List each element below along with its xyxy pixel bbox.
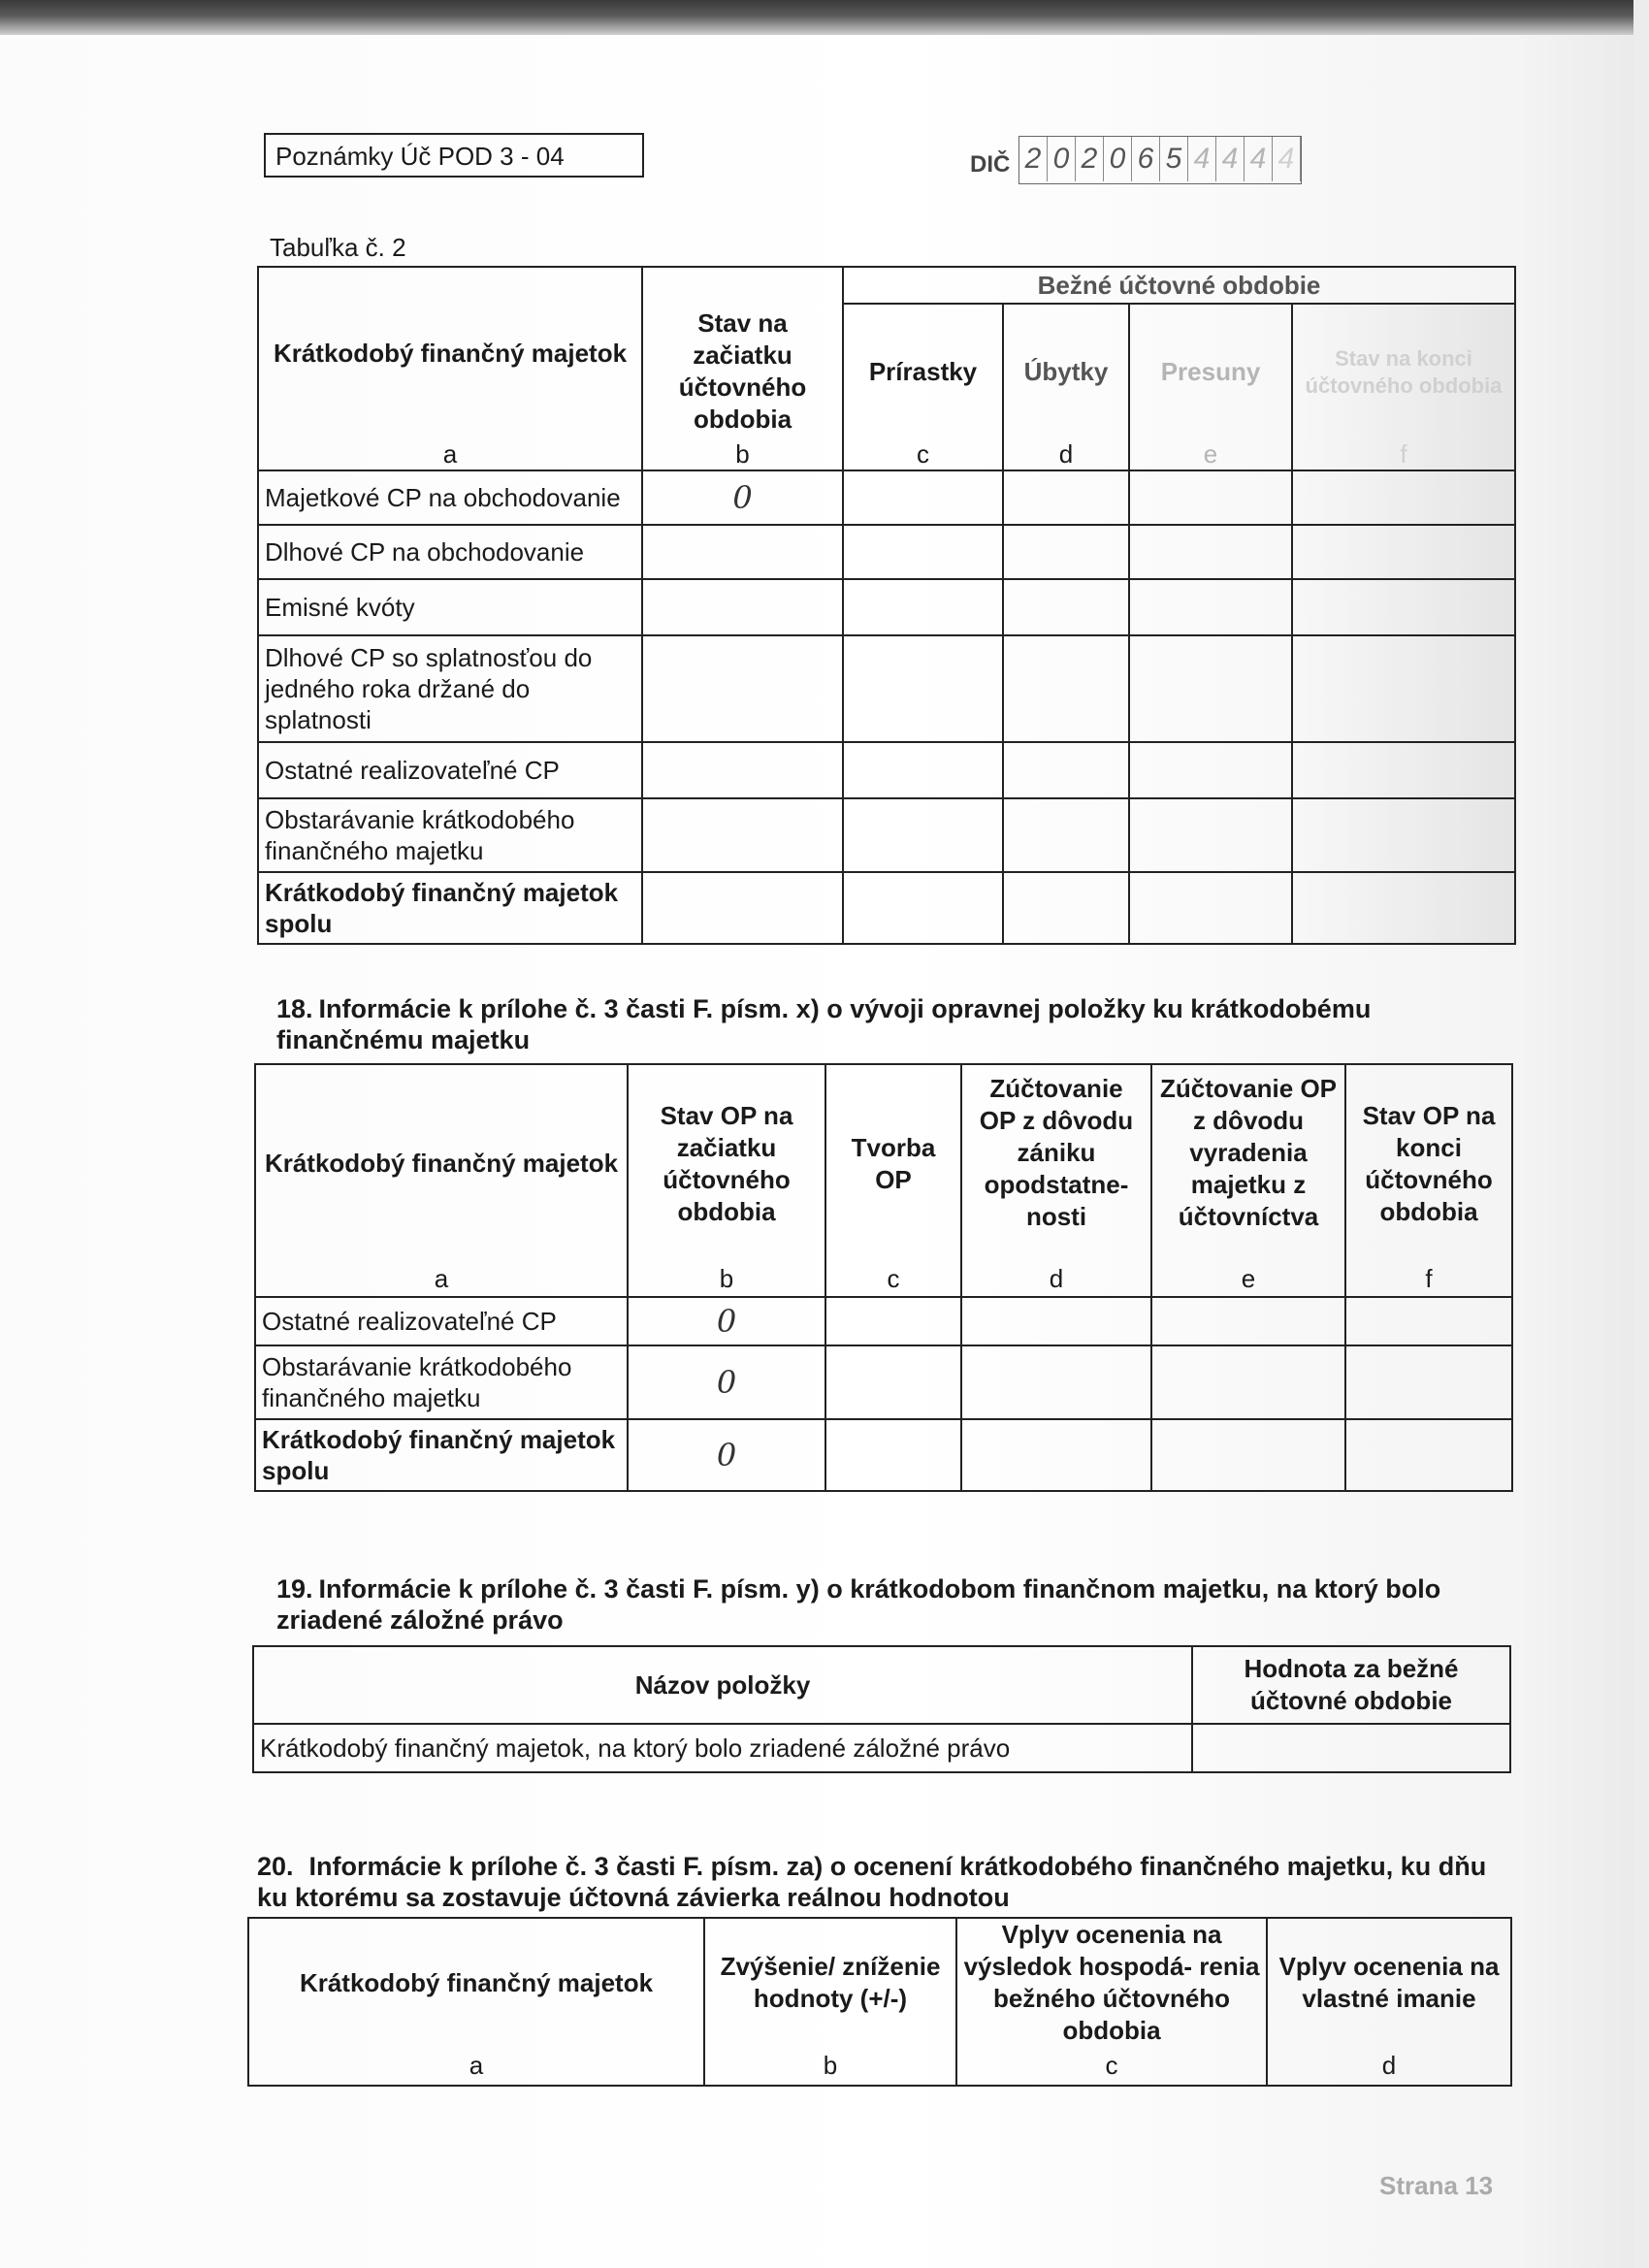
- table-row: [255, 1297, 1512, 1345]
- letter-c: c: [825, 1262, 961, 1297]
- letter-b: b: [704, 2047, 956, 2086]
- dic-label: DIČ: [970, 151, 1011, 178]
- table-row: [255, 1345, 1512, 1419]
- cell-value: 0: [628, 1419, 825, 1491]
- row-label: Ostatné realizovateľné CP: [255, 1297, 628, 1345]
- row-label: Krátkodobý finančný majetok, na ktorý bolo zriadené záložné právo: [253, 1724, 1192, 1772]
- cell-value: 0: [628, 1297, 825, 1345]
- dic-digit: 4: [1273, 137, 1301, 181]
- dic-digit: 2: [1019, 137, 1048, 181]
- dic-digit: 4: [1188, 137, 1216, 181]
- table-row: [253, 1724, 1510, 1772]
- cell-value: 0: [642, 470, 843, 525]
- dic-digit: 0: [1048, 137, 1076, 181]
- table-row: [258, 579, 1515, 635]
- table-row: [258, 872, 1515, 944]
- table2-col-b-header: Stav na začiatku účtovného obdobia: [642, 304, 843, 439]
- letter-a: a: [258, 439, 642, 470]
- table18-col-a-header: Krátkodobý finančný majetok: [255, 1064, 628, 1262]
- letter-c: c: [843, 439, 1003, 470]
- table2-period-header: Bežné účtovné obdobie: [843, 267, 1515, 304]
- row-label: Dlhové CP na obchodovanie: [258, 525, 642, 579]
- table18-col-c-header: Tvorba OP: [825, 1064, 961, 1262]
- section19-title: Informácie k prílohe č. 3 časti F. písm. y) o krátkodobom finančnom majetku, na ktorý bolo zriadené záložné právo: [276, 1574, 1441, 1635]
- table18-col-d-header: Zúčtovanie OP z dôvodu zániku opodstatne- nosti: [961, 1064, 1151, 1262]
- letter-b: b: [628, 1262, 825, 1297]
- table-row: [258, 798, 1515, 872]
- section18-heading: [276, 993, 1499, 1055]
- table20-col-d-header: Vplyv ocenenia na vlastné imanie: [1267, 1918, 1511, 2047]
- table-row: [258, 742, 1515, 798]
- dic-digit: 0: [1104, 137, 1132, 181]
- table2-col-f-header: Stav na konci účtovného obdobia: [1292, 304, 1515, 439]
- row-label: Ostatné realizovateľné CP: [258, 742, 642, 798]
- table18-col-e-header: Zúčtovanie OP z dôvodu vyradenia majetku z účtovníctva: [1151, 1064, 1345, 1262]
- section19-number: 19.: [276, 1574, 313, 1604]
- cell-value: [642, 579, 843, 635]
- letter-d: d: [1003, 439, 1129, 470]
- cell-value: 0: [628, 1345, 825, 1419]
- table18: [254, 1063, 1513, 1492]
- table19-name-header: Názov položky: [253, 1646, 1192, 1724]
- table-row: [255, 1419, 1512, 1491]
- row-label: Obstarávanie krátkodobého finančného majetku: [255, 1345, 628, 1419]
- cell-value: [642, 525, 843, 579]
- letter-e: e: [1151, 1262, 1345, 1297]
- letter-d: d: [961, 1262, 1151, 1297]
- cell-value: [642, 872, 843, 944]
- section20-heading: [257, 1851, 1508, 1913]
- table19: [252, 1645, 1511, 1773]
- form-label: Poznámky Úč POD 3 - 04: [275, 142, 565, 171]
- dic-digit: 2: [1076, 137, 1104, 181]
- dic-digit: 6: [1132, 137, 1160, 181]
- table19-value-header: Hodnota za bežné účtovné obdobie: [1192, 1646, 1510, 1724]
- table18-col-f-header: Stav OP na konci účtovného obdobia: [1345, 1064, 1512, 1262]
- section20-number: 20.: [257, 1852, 294, 1881]
- letter-a: a: [255, 1262, 628, 1297]
- letter-c: c: [956, 2047, 1267, 2086]
- form-label-box: [264, 133, 644, 178]
- section19-heading: [276, 1573, 1499, 1636]
- table2-col-e-header: Presuny: [1129, 304, 1292, 439]
- page-number: Strana 13: [1379, 2171, 1494, 2200]
- table2-col-a-header: Krátkodobý finančný majetok: [258, 267, 642, 439]
- row-label: Krátkodobý finančný majetok spolu: [255, 1419, 628, 1491]
- section18-number: 18.: [276, 994, 313, 1023]
- row-label: Majetkové CP na obchodovanie: [258, 470, 642, 525]
- table20-col-c-header: Vplyv ocenenia na výsledok hospodá- renia bežného účtovného obdobia: [956, 1918, 1267, 2047]
- row-label: Emisné kvóty: [258, 579, 642, 635]
- table2-col-c-header: Prírastky: [843, 304, 1003, 439]
- section18-title: Informácie k prílohe č. 3 časti F. písm. x) o vývoji opravnej položky ku krátkodobému finančnému majetku: [276, 994, 1372, 1054]
- table-row: [258, 635, 1515, 742]
- letter-b: b: [642, 439, 843, 470]
- table2-caption: Tabuľka č. 2: [270, 233, 406, 262]
- letter-f: f: [1345, 1262, 1512, 1297]
- letter-d: d: [1267, 2047, 1511, 2086]
- table2-col-d-header: Úbytky: [1003, 304, 1129, 439]
- table20: [247, 1917, 1512, 2087]
- dic-digit: 5: [1160, 137, 1188, 181]
- letter-a: a: [248, 2047, 704, 2086]
- letter-e: e: [1129, 439, 1292, 470]
- cell-value: [642, 635, 843, 742]
- scan-right-edge: [1633, 0, 1649, 2268]
- table-row: [258, 525, 1515, 579]
- dic-number-boxes: [1018, 136, 1302, 184]
- table-row: [258, 470, 1515, 525]
- table20-col-a-header: Krátkodobý finančný majetok: [248, 1918, 704, 2047]
- scan-top-edge: [0, 0, 1649, 35]
- row-label: Obstarávanie krátkodobého finančného majetku: [258, 798, 642, 872]
- table2: [257, 266, 1516, 945]
- letter-f: f: [1292, 439, 1515, 470]
- table20-col-b-header: Zvýšenie/ zníženie hodnoty (+/-): [704, 1918, 956, 2047]
- row-label: Krátkodobý finančný majetok spolu: [258, 872, 642, 944]
- dic-digit: 4: [1216, 137, 1245, 181]
- cell-value: [642, 742, 843, 798]
- cell-value: [642, 798, 843, 872]
- section20-title: Informácie k prílohe č. 3 časti F. písm. za) o ocenení krátkodobého finančného majetku, ku dňu ku ktorému sa zostavuje účtovná závierka reálnou hodnotou: [257, 1852, 1487, 1912]
- dic-digit: 4: [1245, 137, 1273, 181]
- row-label: Dlhové CP so splatnosťou do jedného roka držané do splatnosti: [258, 635, 642, 742]
- table18-col-b-header: Stav OP na začiatku účtovného obdobia: [628, 1064, 825, 1262]
